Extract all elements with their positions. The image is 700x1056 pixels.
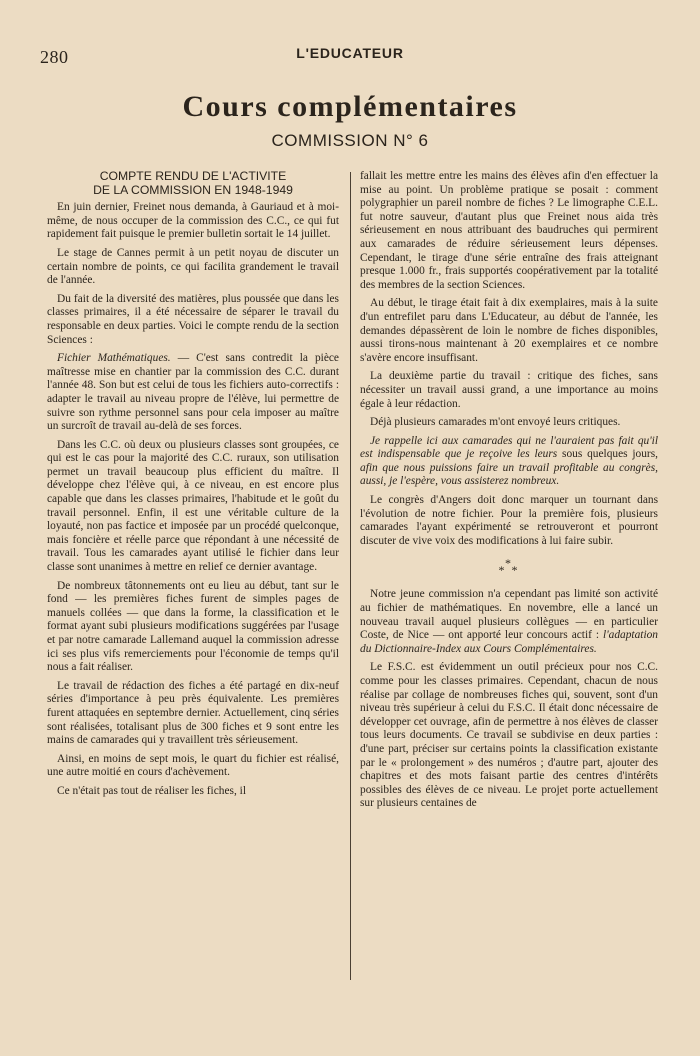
paragraph: Au début, le tirage était fait à dix exemplaires, mais à la suite d'un entrefilet paru dans L'Educateur, au début de l'année, les demandes dépassèrent de loin le nombre de fiches disponibles, aussi tirons-nous maintenant à 20 exemplaires et ce nombre s'avère encore insuffisant. — [360, 297, 658, 364]
paragraph: Le F.S.C. est évidemment un outil précieux pour nos C.C. comme pour les classes primaires. Cependant, chacun de nous réalise par collage de nombreuses fiches qui, souvent, sont d'un niveau très supérieur à celui du F.S.C. Il était donc nécessaire de développer cet ouvrage, afin de permettre à nos élèves de classer tous leurs documents. Ce travail se subdivise en deux parties : d'une part, préciser sur certains points la classification existante par le « prolongement » des numéros ; d'autre part, ajouter des chapitres et des mots faisant partie des centres d'intérêts possibles des élèves de ce niveau. Le projet porte actuellement sur plusieurs centaines de — [360, 661, 658, 810]
paragraph-text: — C'est sans contredit la pièce maîtresse mise en chantier par la commission des C.C. durant l'année 48. Son but est celui de tous les fichiers auto-correctifs : adapter le travail au niveau propre de l'élève, lui permettre de suivre son rythme personnel sans pour cela imposer au maître un surcroît de travail au-delà de ses forces. — [47, 352, 339, 433]
paragraph: Le congrès d'Angers doit donc marquer un tournant dans l'évolution de notre fichier. Pour la première fois, plusieurs camarades l'ayant expérimenté se retrouveront et pourront discuter de vive voix des modifications à lui faire subir. — [360, 494, 658, 547]
paragraph: Du fait de la diversité des matières, plus poussée que dans les classes primaires, il a été nécessaire de séparer le travail du responsable en deux parties. Voici le compte rendu de la section Sciences : — [47, 292, 339, 346]
paragraph-text: sous quelques jours, — [557, 448, 659, 461]
paragraph: Dans les C.C. où deux ou plusieurs classes sont groupées, ce qui est le cas pour la majorité des C.C. ruraux, son utilisation permet un travail beaucoup plus efficient du maître. Il développe chez l'élève qui, à ce niveau, en est encore plus capable que dans les classes primaires, l'habitude et le goût du travail personnel. Enfin, il est une véritable culture de la loyauté, non pas factice et imposée par un procédé quelconque, mais foncière et réelle parce que répondant à une nécessité de travail. Tous les camarades ayant utilisé le fichier dans leur classe sont unanimes à mettre en relief ce dernier avantage. — [47, 438, 339, 574]
section-heading-line: DE LA COMMISSION EN 1948-1949 — [93, 182, 293, 197]
paragraph-text: Notre jeune commission n'a cependant pas limité son activité au fichier de mathématiques. En novembre, elle a lancé un nouveau travail auquel plusieurs collègues — en particulier Coste, de Nice — ont apporté leur concours actif : — [360, 588, 658, 642]
paragraph: Le travail de rédaction des fiches a été partagé en dix-neuf séries d'importance à peu près équivalente. Les premières furent attaquées en septembre dernier. Actuellement, cinq séries sont réalisées, totalisant plus de 300 fiches et 9 sont entre les mains de camarades qui y travaillent très sérieusement. — [47, 679, 339, 747]
paragraph-text: afin que nous puissions faire un travail profitable au congrès, aussi, je l'espère, vous assisterez nombreux. — [360, 461, 658, 488]
section-heading — [47, 170, 339, 197]
page-number: 280 — [40, 47, 69, 67]
section-separator: * * * — [498, 556, 520, 578]
running-head: L'EDUCATEUR — [296, 45, 404, 61]
paragraph — [360, 435, 658, 489]
paragraph: Le stage de Cannes permit à un petit noyau de discuter un certain nombre de points, ce qui facilita grandement le travail de l'année. — [47, 246, 339, 287]
paragraph-lead: Fichier Mathématiques. — [57, 352, 171, 365]
paragraph: De nombreux tâtonnements ont eu lieu au début, tant sur le fond — les premières fiches furent de simples pages de manuels collées — que dans la forme, la classification et le format ayant subi plusieurs modifications suggérées par l'usage et par notre camarade Lallemand auquel la commission adresse ici ses plus vifs remerciements pour l'économie de temps qu'il nous a fait réaliser. — [47, 579, 339, 674]
section-heading-line: COMPTE RENDU DE L'ACTIVITE — [99, 169, 287, 183]
paragraph — [360, 588, 658, 656]
paragraph: La deuxième partie du travail : critique des fiches, sans nécessiter un travail aussi grand, a une importance au moins égale à leur rédaction. — [360, 370, 658, 410]
left-column — [47, 170, 339, 799]
paragraph: Déjà plusieurs camarades m'ont envoyé leurs critiques. — [370, 416, 621, 429]
paragraph-text: l'adaptation du Dictionnaire-Index aux Cours Complémentaires. — [360, 629, 658, 655]
article-subtitle: COMMISSION N° 6 — [271, 131, 429, 150]
paragraph: Ainsi, en moins de sept mois, le quart du fichier est réalisé, une autre moitié en cours d'achèvement. — [47, 752, 339, 779]
paragraph-text: Je rappelle ici aux camarades qui ne l'auraient pas fait qu'il est indispensable que je reçoive les leurs — [360, 434, 658, 461]
paragraph: fallait les mettre entre les mains des élèves afin d'en effectuer la mise au point. Un problème pratique se posait : comment polygraphier un pareil nombre de fiches ? Le limographe C.E.L. fut notre sauveur, d'autant plus que Freinet nous aida très sérieusement en nous attribuant des baudruches qui permirent aux camarades de réduire sérieusement leurs dépenses. Cependant, le tirage d'une série entraîne des frais atteignant presque 1.000 fr., frais supportés coopérativement par la totalité des membres de la section Sciences. — [360, 170, 658, 291]
column-divider — [350, 172, 351, 980]
article-title: Cours complémentaires — [182, 90, 518, 123]
paragraph: Ce n'était pas tout de réaliser les fiches, il — [57, 784, 246, 797]
paragraph — [47, 352, 339, 434]
right-column — [360, 170, 658, 811]
paragraph: En juin dernier, Freinet nous demanda, à Gauriaud et à moi-même, de nous occuper de la commission des C.C., ce qui fut rapidement fait puisque le premier bulletin sortait le 14 juillet. — [47, 201, 339, 241]
